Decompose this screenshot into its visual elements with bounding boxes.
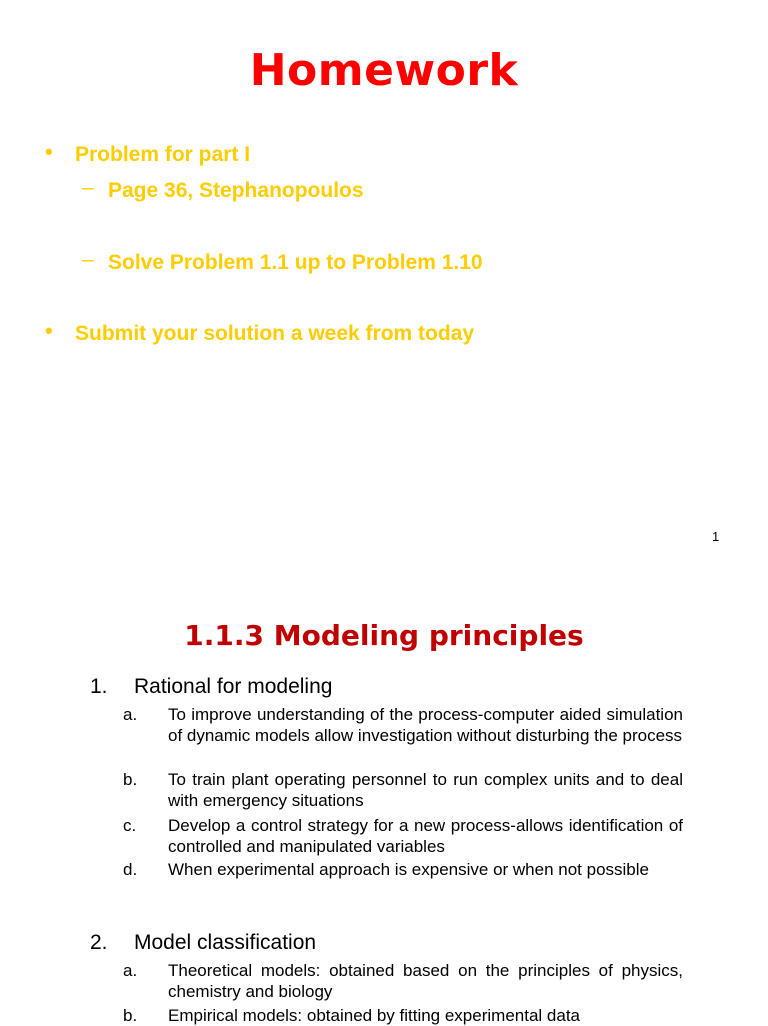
item-letter: a. bbox=[123, 961, 138, 980]
sub-bullet-item bbox=[82, 176, 364, 203]
item-text: Empirical models: obtained by fitting experimental data bbox=[168, 1006, 580, 1025]
modeling-principles-slide bbox=[0, 576, 768, 1024]
page-number: 1 bbox=[712, 529, 720, 544]
item-letter: c. bbox=[123, 816, 137, 835]
slide-title: 1.1.3 Modeling principles bbox=[184, 619, 584, 652]
sub-bullet-text: Solve Problem 1.1 up to Problem 1.10 bbox=[108, 251, 483, 274]
item-text: Develop a control strategy for a new process-allows identification of controlled and manipulated variables bbox=[168, 816, 683, 856]
dash-icon: – bbox=[82, 176, 94, 199]
item-text: To improve understanding of the process-computer aided simulation of dynamic models allow investigation without disturbing the process bbox=[168, 705, 683, 745]
sub-bullet-text: Page 36, Stephanopoulos bbox=[108, 179, 364, 202]
heading-text: Rational for modeling bbox=[134, 675, 333, 698]
dash-icon: – bbox=[82, 248, 94, 271]
heading-text: Model classification bbox=[134, 931, 317, 954]
numbered-heading bbox=[90, 931, 316, 955]
list-item bbox=[123, 960, 683, 1002]
list-item bbox=[123, 859, 683, 880]
sub-bullet-item bbox=[82, 248, 483, 275]
bullet-item bbox=[45, 318, 475, 346]
list-item bbox=[123, 815, 683, 857]
bullet-icon: • bbox=[45, 318, 53, 343]
item-letter: b. bbox=[123, 770, 138, 789]
item-text: To train plant operating personnel to run complex units and to deal with emergency situations bbox=[168, 770, 683, 810]
numbered-heading bbox=[90, 675, 332, 699]
item-letter: a. bbox=[123, 705, 138, 724]
item-letter: d. bbox=[123, 860, 138, 879]
item-number: 2. bbox=[90, 931, 108, 954]
slide-title: Homework bbox=[249, 45, 519, 96]
list-item bbox=[123, 1005, 683, 1026]
bullet-icon: • bbox=[45, 139, 53, 164]
item-number: 1. bbox=[90, 675, 108, 698]
list-item bbox=[123, 704, 683, 746]
bullet-text: Problem for part I bbox=[75, 143, 251, 166]
item-text: When experimental approach is expensive or when not possible bbox=[168, 860, 649, 879]
item-text: Theoretical models: obtained based on the principles of physics, chemistry and biology bbox=[168, 961, 683, 1001]
item-letter: b. bbox=[123, 1006, 138, 1025]
bullet-item bbox=[45, 139, 251, 167]
bullet-text: Submit your solution a week from today bbox=[75, 322, 475, 345]
list-item bbox=[123, 769, 683, 811]
